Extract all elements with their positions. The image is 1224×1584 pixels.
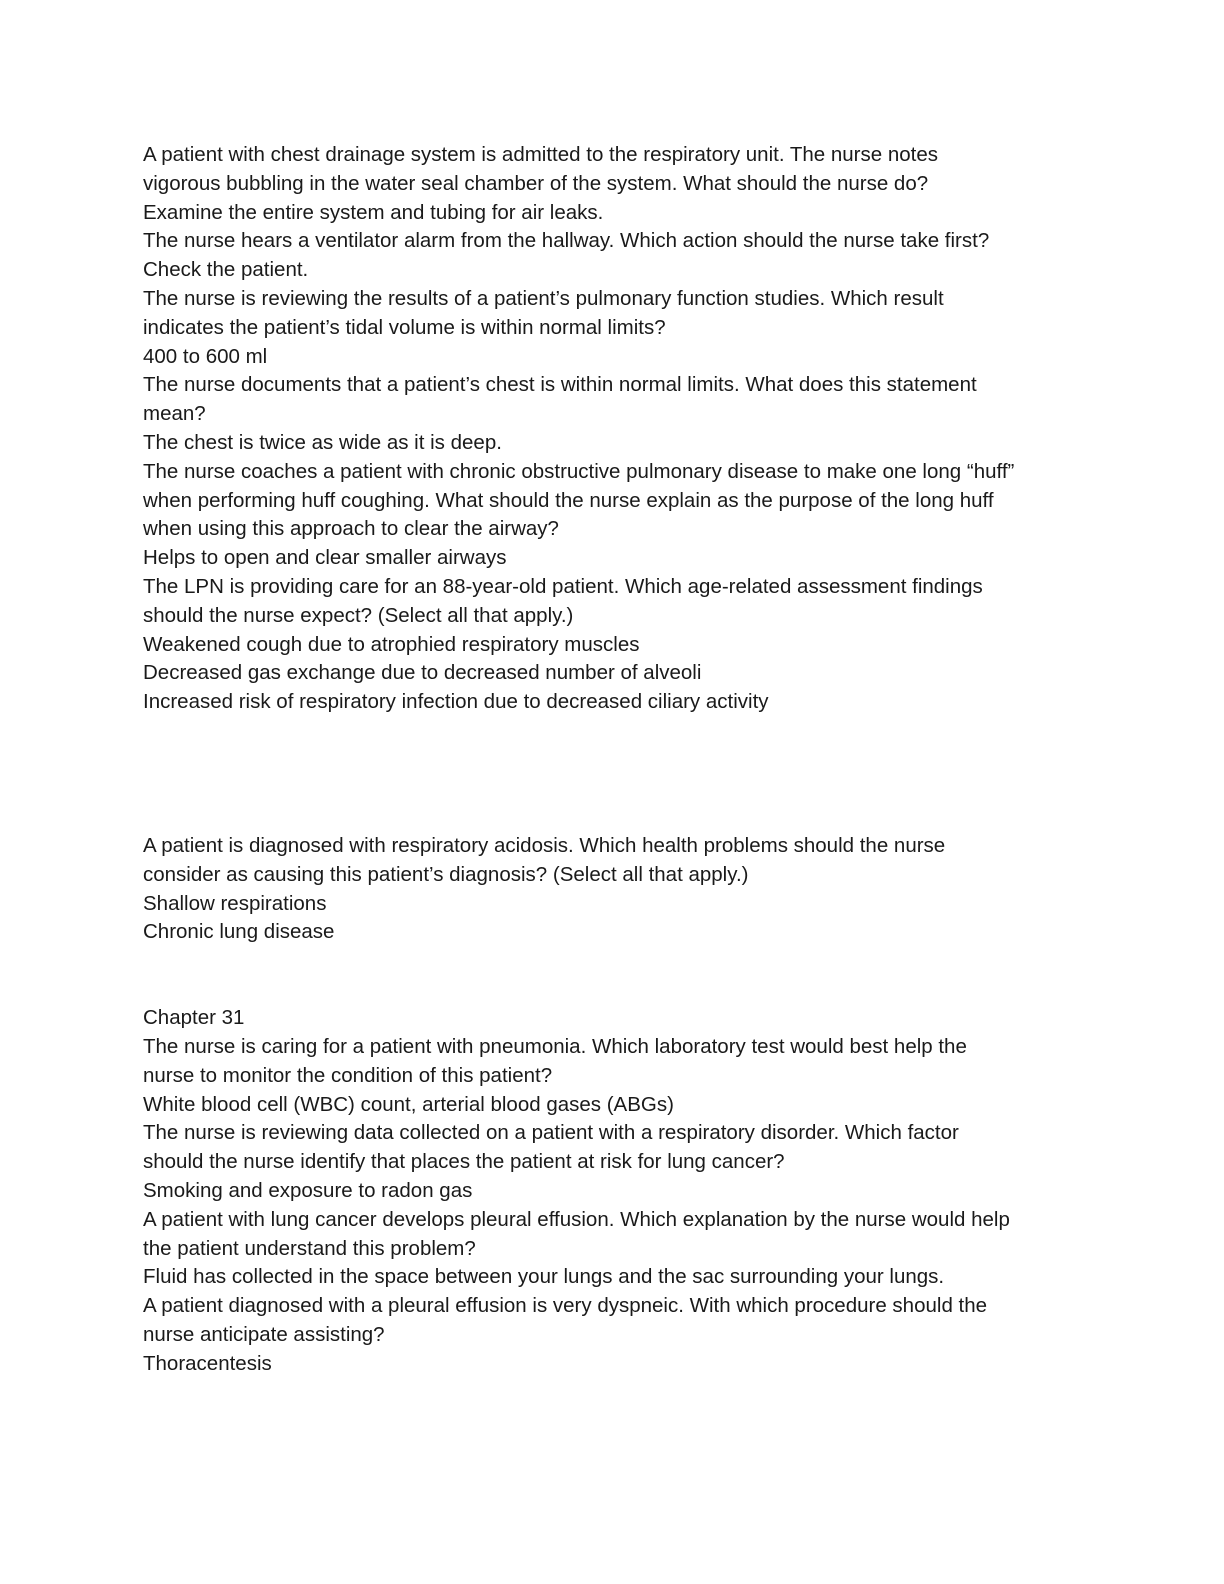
text-line: Fluid has collected in the space between your lungs and the sac surrounding your lungs. bbox=[143, 1265, 945, 1289]
text-line: White blood cell (WBC) count, arterial blood gases (ABGs) bbox=[143, 1092, 674, 1116]
text-line: when using this approach to clear the airway? bbox=[143, 517, 559, 541]
text-line: consider as causing this patient’s diagnosis? (Select all that apply.) bbox=[143, 862, 749, 886]
text-line: The nurse coaches a patient with chronic obstructive pulmonary disease to make one long “huff” bbox=[143, 459, 1015, 483]
text-line: Examine the entire system and tubing for air leaks. bbox=[143, 200, 604, 224]
text-line: The chest is twice as wide as it is deep. bbox=[143, 430, 502, 454]
text-line: Weakened cough due to atrophied respiratory muscles bbox=[143, 632, 640, 656]
text-line: The nurse hears a ventilator alarm from the hallway. Which action should the nurse take first? bbox=[143, 229, 990, 253]
text-line: should the nurse identify that places the patient at risk for lung cancer? bbox=[143, 1150, 785, 1174]
text-line: A patient diagnosed with a pleural effusion is very dyspneic. With which procedure should the bbox=[143, 1294, 988, 1318]
section-respiratory-questions bbox=[143, 141, 1083, 717]
text-line: The nurse documents that a patient’s chest is within normal limits. What does this statement bbox=[143, 373, 977, 397]
text-line: Increased risk of respiratory infection due to decreased ciliary activity bbox=[143, 690, 769, 714]
text-line: indicates the patient’s tidal volume is within normal limits? bbox=[143, 315, 666, 339]
text-line: Helps to open and clear smaller airways bbox=[143, 546, 507, 570]
text-line: Chronic lung disease bbox=[143, 920, 335, 944]
text-line: A patient with lung cancer develops pleural effusion. Which explanation by the nurse would help bbox=[143, 1207, 1010, 1231]
text-line: the patient understand this problem? bbox=[143, 1236, 476, 1260]
blank-space bbox=[143, 717, 1083, 832]
text-line: when performing huff coughing. What should the nurse explain as the purpose of the long huff bbox=[143, 488, 994, 512]
section-chapter-31 bbox=[143, 1004, 1083, 1378]
text-line: A patient with chest drainage system is admitted to the respiratory unit. The nurse notes bbox=[143, 143, 938, 166]
text-line: Smoking and exposure to radon gas bbox=[143, 1178, 473, 1202]
section-acidosis-question bbox=[143, 832, 1083, 947]
text-line: Decreased gas exchange due to decreased number of alveoli bbox=[143, 661, 702, 685]
text-line: mean? bbox=[143, 402, 206, 426]
text-line: vigorous bubbling in the water seal chamber of the system. What should the nurse do? bbox=[143, 171, 929, 195]
text-line: A patient is diagnosed with respiratory acidosis. Which health problems should the nurse bbox=[143, 833, 946, 857]
text-line: 400 to 600 ml bbox=[143, 344, 268, 368]
text-line: Thoracentesis bbox=[143, 1351, 272, 1375]
text-line: The LPN is providing care for an 88-year-old patient. Which age-related assessment findings bbox=[143, 574, 983, 598]
document-page bbox=[143, 141, 1083, 1378]
blank-space bbox=[143, 947, 1083, 1004]
text-line: nurse to monitor the condition of this patient? bbox=[143, 1063, 553, 1087]
text-line: The nurse is caring for a patient with pneumonia. Which laboratory test would best help the bbox=[143, 1034, 967, 1058]
text-line: should the nurse expect? (Select all that apply.) bbox=[143, 603, 574, 627]
text-line: nurse anticipate assisting? bbox=[143, 1322, 385, 1346]
chapter-heading: Chapter 31 bbox=[143, 1006, 245, 1030]
text-line: Shallow respirations bbox=[143, 891, 327, 915]
text-line: The nurse is reviewing the results of a patient’s pulmonary function studies. Which result bbox=[143, 286, 944, 310]
text-line: The nurse is reviewing data collected on a patient with a respiratory disorder. Which factor bbox=[143, 1121, 959, 1145]
text-line: Check the patient. bbox=[143, 258, 309, 282]
